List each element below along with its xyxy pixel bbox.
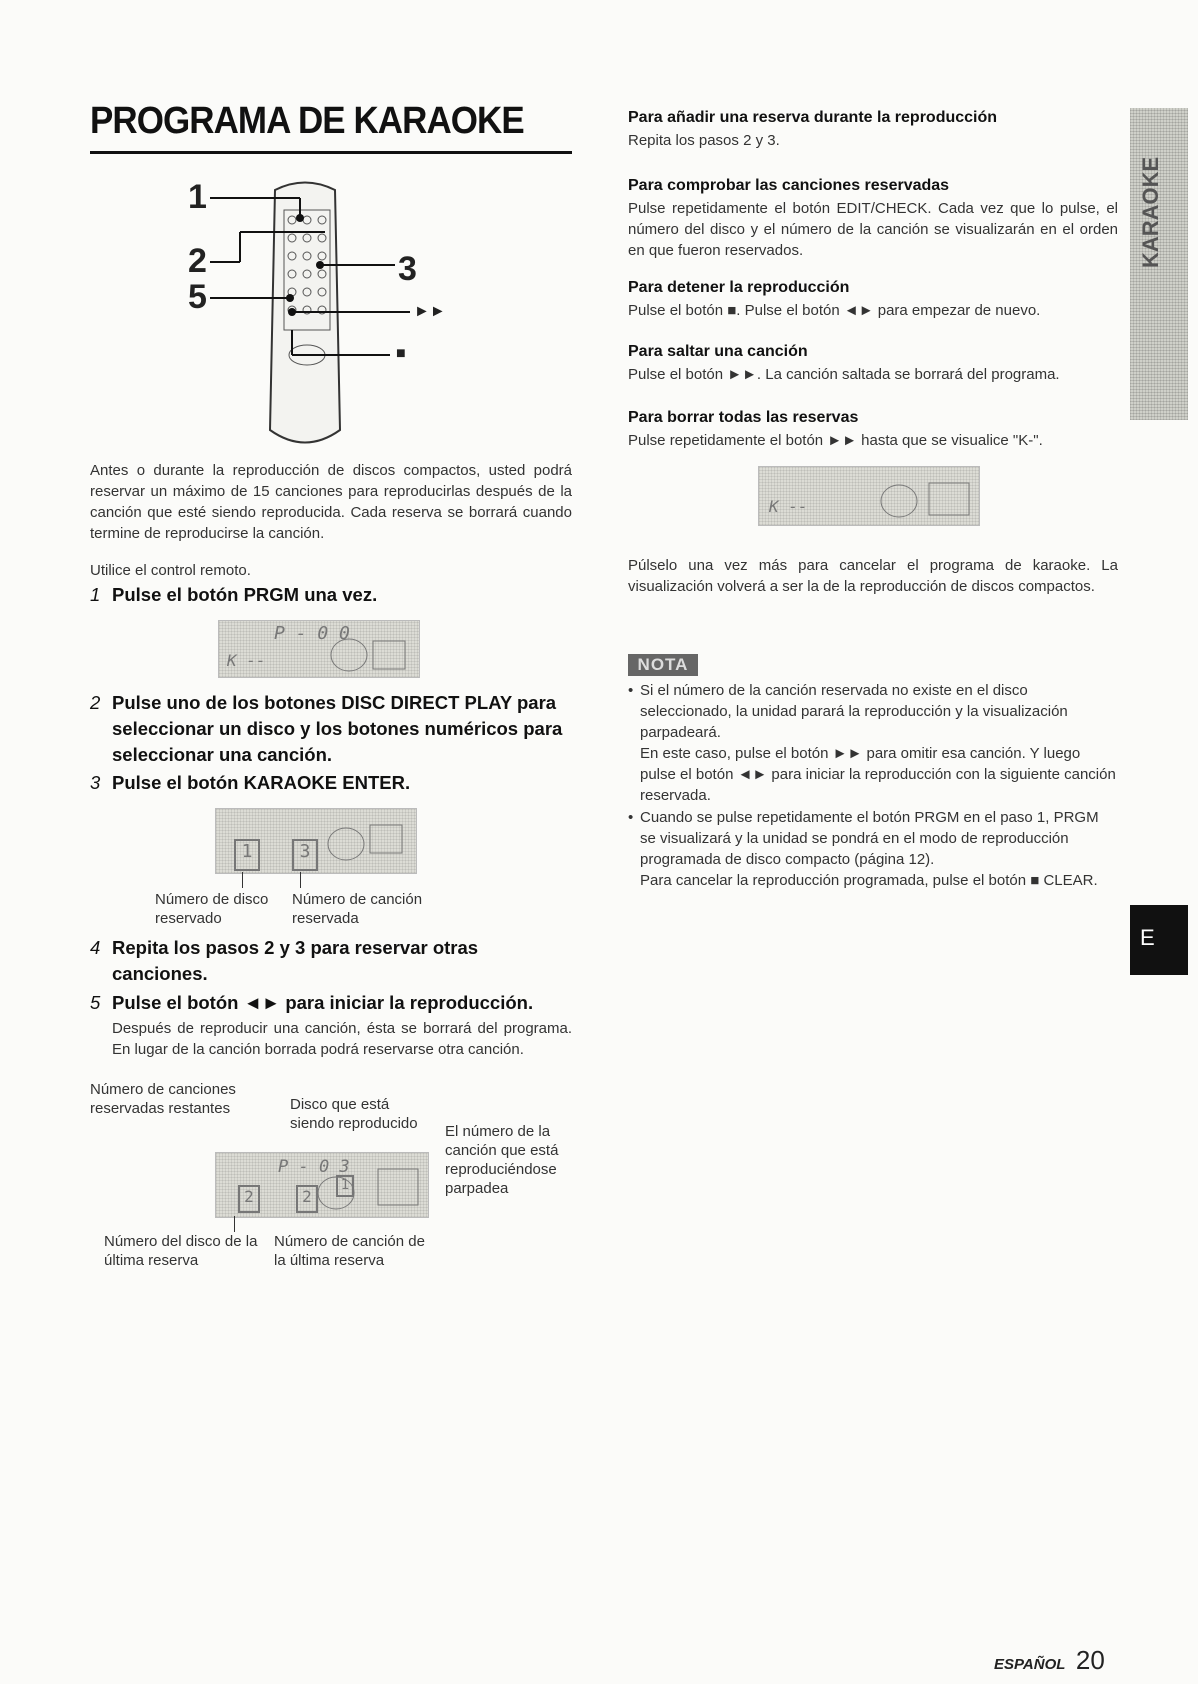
step-number: 2 xyxy=(90,692,101,713)
disc-icon xyxy=(326,819,406,864)
title-rule xyxy=(90,151,572,154)
language-tab-label: E xyxy=(1140,925,1155,950)
step-number: 5 xyxy=(90,992,101,1013)
nota-label: NOTA xyxy=(628,654,698,676)
callout-line xyxy=(234,1216,235,1232)
section-heading: Para saltar una canción xyxy=(628,343,808,360)
step-text: Pulse uno de los botones DISC DIRECT PLAY para seleccionar un disco y los botones numéricos para seleccionar una canción. xyxy=(112,692,563,765)
lcd-playing-disc-number: 1 xyxy=(336,1175,354,1197)
disc-icon xyxy=(879,479,974,521)
step-2 xyxy=(90,690,572,768)
stop-icon: ■ xyxy=(396,345,406,362)
note-text: Cuando se pulse repetidamente el botón PRGM en el paso 1, PRGM se visualizará y la unidad se pondrá en el modo de reproducción programada de disco compacto (página 12). xyxy=(640,809,1099,868)
section-text: Pulse el botón ►►. La canción saltada se borrará del programa. xyxy=(628,366,1060,383)
section-side-tab xyxy=(1130,108,1188,420)
section-heading: Para detener la reproducción xyxy=(628,279,850,296)
step-text: Pulse el botón KARAOKE ENTER. xyxy=(112,772,411,793)
cancel-paragraph: Púlselo una vez más para cancelar el programa de karaoke. La visualización volverá a ser la de la reproducción de discos compactos. xyxy=(628,557,1118,595)
lcd-disc-number: 1 xyxy=(234,839,260,871)
step-5 xyxy=(90,990,572,1016)
caption-disc-reserved: Número de disco reservado xyxy=(155,891,269,927)
section-text: Pulse el botón ■. Pulse el botón ◄► para empezar de nuevo. xyxy=(628,302,1041,319)
remote-label-1: 1 xyxy=(188,178,207,216)
language-tab xyxy=(1130,905,1188,975)
lcd-top-text: P - 0 3 xyxy=(278,1157,350,1177)
callout-line xyxy=(300,872,301,888)
lcd-last-song-number: 2 xyxy=(296,1185,318,1213)
lcd-last-disc-number: 2 xyxy=(238,1185,260,1213)
step-number: 3 xyxy=(90,772,101,793)
step5-description: Después de reproducir una canción, ésta se borrará del programa. En lugar de la canción borrada podrá reservarse otra canción. xyxy=(112,1020,572,1058)
step-1 xyxy=(90,582,572,608)
note-text: Para cancelar la reproducción programada, pulse el botón ■ CLEAR. xyxy=(640,872,1098,889)
use-remote-note: Utilice el control remoto. xyxy=(90,562,251,579)
intro-paragraph: Antes o durante la reproducción de discos compactos, usted podrá reservar un máximo de 15 canciones para reproducirlas después de la canción que esté siendo reproducida. Cada reserva se borrará cuando termine de reproducirse la canción. xyxy=(90,462,572,542)
lcd-display-step1 xyxy=(218,620,420,678)
lcd-display-step3 xyxy=(215,808,417,874)
section-text: Repita los pasos 2 y 3. xyxy=(628,132,780,149)
caption-last-disc: Número del disco de la última reserva xyxy=(104,1233,258,1269)
lcd-bottom-text: K -- xyxy=(227,651,266,670)
caption-song-playing: El número de la canción que está reproduciéndose parpadea xyxy=(445,1123,559,1197)
disc-icon xyxy=(316,1163,426,1213)
step-3 xyxy=(90,770,572,796)
side-tab-label: KARAOKE xyxy=(1138,156,1163,268)
step-text: Repita los pasos 2 y 3 para reservar otras canciones. xyxy=(112,937,479,984)
step-number: 4 xyxy=(90,937,101,958)
section-heading: Para añadir una reserva durante la reproducción xyxy=(628,109,998,126)
section-text: Pulse repetidamente el botón EDIT/CHECK. Cada vez que lo pulse, el número del disco y el número de la canción se visualizarán en el orden en que fueron reservados. xyxy=(628,200,1118,259)
caption-remaining-songs: Número de canciones reservadas restantes xyxy=(90,1081,236,1117)
note-item xyxy=(640,870,1118,891)
section-text: Pulse repetidamente el botón ►► hasta que se visualice "K-". xyxy=(628,432,1043,449)
note-item xyxy=(628,807,1118,870)
remote-label-2: 2 xyxy=(188,242,207,280)
footer-language: ESPAÑOL xyxy=(994,1656,1066,1673)
caption-song-reserved: Número de canción reservada xyxy=(292,891,423,927)
remote-control-illustration xyxy=(180,170,460,490)
section-heading: Para borrar todas las reservas xyxy=(628,409,859,426)
note-text: En este caso, pulse el botón ►► para omitir esa canción. Y luego pulse el botón ◄► para iniciar la reproducción con la siguiente canción reservada. xyxy=(640,745,1116,804)
lcd-display-clear xyxy=(758,466,980,526)
disc-icon xyxy=(329,635,409,673)
caption-last-song: Número de canción de la última reserva xyxy=(274,1233,425,1269)
step-text: Pulse el botón PRGM una vez. xyxy=(112,584,378,605)
step-text: Pulse el botón ◄► para iniciar la reproducción. xyxy=(112,992,534,1013)
note-item xyxy=(640,743,1118,806)
note-item xyxy=(628,680,1118,743)
section-heading: Para comprobar las canciones reservadas xyxy=(628,177,950,194)
step-number: 1 xyxy=(90,584,101,605)
footer xyxy=(994,1645,1105,1676)
lcd-top-text: P - 0 0 xyxy=(274,623,350,644)
remote-label-5: 5 xyxy=(188,278,207,316)
caption-disc-playing: Disco que está siendo reproducido xyxy=(290,1096,418,1132)
lcd-bottom-text: K -- xyxy=(769,497,808,516)
bullet-icon: • xyxy=(628,809,634,826)
bullet-icon: • xyxy=(628,682,634,699)
lcd-display-step5 xyxy=(215,1152,429,1218)
page-number: 20 xyxy=(1075,1645,1105,1675)
fast-forward-icon: ►► xyxy=(414,303,446,320)
remote-label-3: 3 xyxy=(398,250,417,288)
lcd-song-number: 3 xyxy=(292,839,318,871)
note-text: Si el número de la canción reservada no existe en el disco seleccionado, la unidad parará la reproducción y la visualización parpadeará. xyxy=(640,682,1068,741)
page-title: PROGRAMA DE KARAOKE xyxy=(90,100,524,142)
callout-line xyxy=(242,872,243,888)
step-4 xyxy=(90,935,572,987)
